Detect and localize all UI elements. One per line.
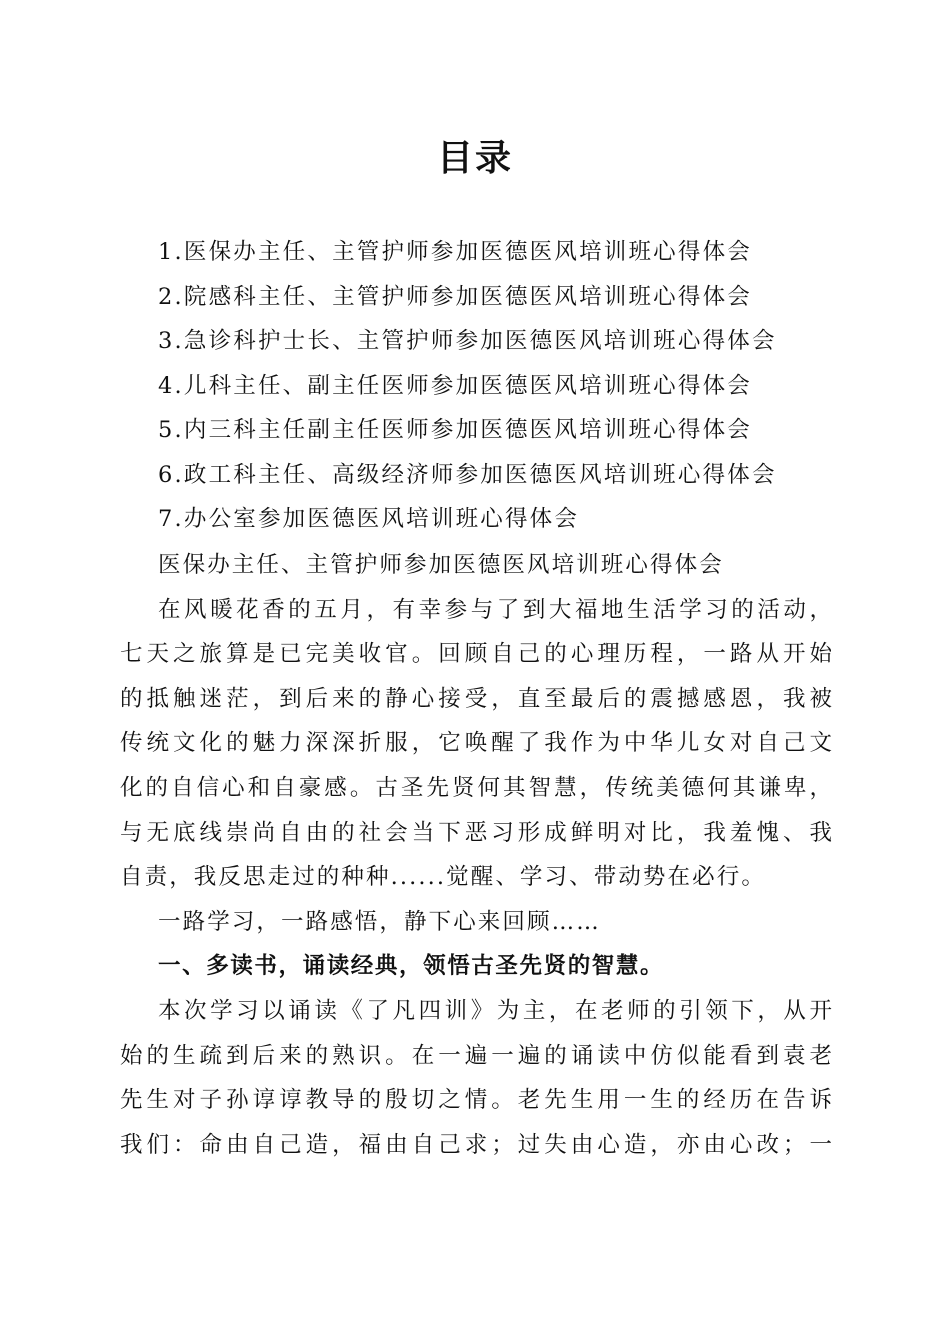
paragraph-line: 在风暖花香的五月，有幸参与了到大福地生活学习的活动， <box>158 596 832 623</box>
toc-item-7: 7.办公室参加医德医风培训班心得体会 <box>158 506 580 532</box>
article-body <box>120 543 832 1167</box>
paragraph-line: 的抵触迷茫，到后来的静心接受，直至最后的震撼感恩，我被 <box>120 685 832 712</box>
article-title: 医保办主任、主管护师参加医德医风培训班心得体会 <box>158 552 724 578</box>
paragraph-line: 与无底线崇尚自由的社会当下恶习形成鲜明对比，我羞愧、我 <box>120 819 832 846</box>
paragraph-line: 先生对子孙谆谆教导的殷切之情。老先生用一生的经历在告诉 <box>120 1087 832 1114</box>
toc-item-5: 5.内三科主任副主任医师参加医德医风培训班心得体会 <box>158 417 752 443</box>
paragraph-2: 一路学习，一路感悟，静下心来回顾…… <box>158 908 601 935</box>
toc-item-2: 2.院感科主任、主管护师参加医德医风培训班心得体会 <box>158 283 752 310</box>
paragraph-line: 七天之旅算是已完美收官。回顾自己的心理历程，一路从开始 <box>120 641 832 668</box>
paragraph-line: 自责，我反思走过的种种......觉醒、学习、带动势在必行。 <box>120 864 766 891</box>
paragraph-line: 传统文化的魅力深深折服，它唤醒了我作为中华儿女对自己文 <box>120 730 832 757</box>
toc-item-4: 4.儿科主任、副主任医师参加医德医风培训班心得体会 <box>158 372 752 399</box>
paragraph-line: 本次学习以诵读《了凡四训》为主，在老师的引领下，从开 <box>158 997 832 1024</box>
toc-item-6: 6.政工科主任、高级经济师参加医德医风培训班心得体会 <box>158 461 777 488</box>
page-title: 目录 <box>436 138 513 179</box>
toc-item-1: 1.医保办主任、主管护师参加医德医风培训班心得体会 <box>158 239 752 265</box>
paragraph-line: 我们：命由自己造，福由自己求；过失由心造，亦由心改；一 <box>120 1131 832 1158</box>
toc-item-3: 3.急诊科护士长、主管护师参加医德医风培训班心得体会 <box>158 328 777 354</box>
paragraph-1 <box>120 588 832 900</box>
table-of-contents <box>158 230 858 542</box>
paragraph-line: 化的自信心和自豪感。古圣先贤何其智慧，传统美德何其谦卑， <box>120 774 832 801</box>
paragraph-line: 始的生疏到后来的熟识。在一遍一遍的诵读中仿似能看到袁老 <box>120 1042 832 1069</box>
paragraph-3 <box>120 989 832 1167</box>
section-heading-1: 一、多读书，诵读经典，领悟古圣先贤的智慧。 <box>158 953 665 980</box>
